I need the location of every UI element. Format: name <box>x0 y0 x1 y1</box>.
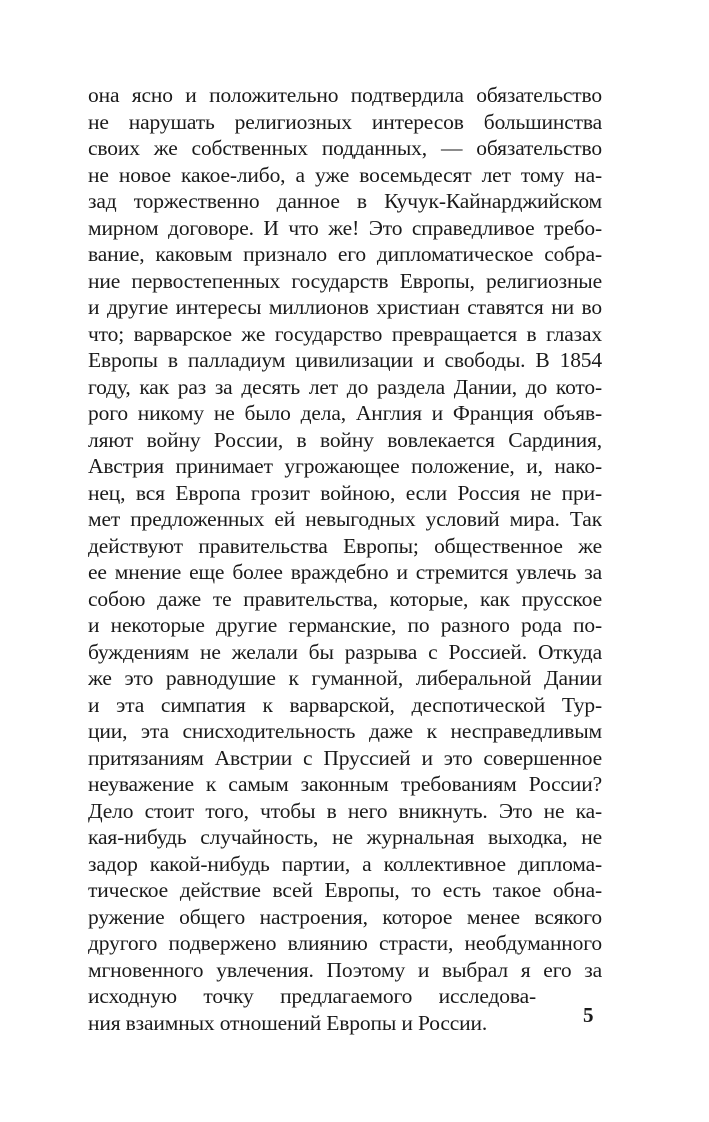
text-line: ние первостепенных государств Европы, религиозные <box>88 268 602 293</box>
text-line: мгновенного увлечения. Поэтому и выбрал я его за <box>88 957 602 982</box>
text-line: вание, каковым признало его дипломатическое собра- <box>88 242 602 266</box>
text-line: ее мнение еще более враждебно и стремится увлечь за <box>88 560 602 584</box>
text-line: не нарушать религиозных интересов большинства <box>88 109 602 134</box>
text-line: Австрия принимает угрожающее положение, и, нако- <box>88 454 602 478</box>
text-line: мет предложенных ей невыгодных условий мира. Так <box>88 507 602 531</box>
text-line: и другие интересы миллионов христиан ставятся ни во <box>88 295 602 319</box>
text-line: Дело стоит того, чтобы в него вникнуть. Это не ка- <box>88 798 602 823</box>
text-line: ружение общего настроения, которое менее всякого <box>88 904 602 929</box>
text-line: другого подвержено влиянию страсти, необдуманного <box>88 931 602 955</box>
text-line: же это равнодушие к гуманной, либеральной Дании <box>88 666 602 690</box>
text-line: буждениям не желали бы разрыва с Россией. Откуда <box>88 639 602 664</box>
text-line: тическое действие всей Европы, то есть такое обна- <box>88 878 602 902</box>
text-line: кая-нибудь случайность, не журнальная выходка, не <box>88 825 602 849</box>
text-line: собою даже те правительства, которые, как прусское <box>88 586 602 611</box>
text-line: Европы в палладиум цивилизации и свободы. В 1854 <box>88 348 602 372</box>
text-line: ляют войну России, в войну вовлекается Сардиния, <box>88 427 602 452</box>
text-line: исходную точку предлагаемого исследова- <box>88 984 536 1008</box>
body-text <box>88 82 602 1036</box>
text-line: нец, вся Европа грозит войною, если Россия не при- <box>88 480 602 505</box>
text-line: неуважение к самым законным требованиям России? <box>88 772 602 796</box>
text-line: и некоторые другие германские, по разного рода по- <box>88 613 602 637</box>
text-line: ния взаимных отношений Европы и России. <box>88 1010 488 1035</box>
text-line: году, как раз за десять лет до раздела Дании, до кото- <box>88 374 602 399</box>
text-line: действуют правительства Европы; общественное же <box>88 533 602 558</box>
text-line: она ясно и положительно подтвердила обязательство <box>88 83 602 107</box>
page-number: 5 <box>583 1003 594 1027</box>
text-line: зад торжественно данное в Кучук-Кайнарджийском <box>88 189 602 213</box>
text-line: ции, эта снисходительность даже к несправедливым <box>88 719 602 743</box>
text-line: задор какой-нибудь партии, а коллективное диплома- <box>88 851 602 876</box>
text-line: рого никому не было дела, Англия и Франция объяв- <box>88 401 602 425</box>
text-line: своих же собственных подданных, — обязательство <box>88 136 602 160</box>
text-line: притязаниям Австрии с Пруссией и это совершенное <box>88 745 602 770</box>
text-line: что; варварское же государство превращается в глазах <box>88 321 602 346</box>
text-line: не новое какое-либо, а уже восемьдесят лет тому на- <box>88 162 602 187</box>
text-line: и эта симпатия к варварской, деспотической Тур- <box>88 692 602 717</box>
text-line: мирном договоре. И что же! Это справедливое требо- <box>88 215 602 240</box>
